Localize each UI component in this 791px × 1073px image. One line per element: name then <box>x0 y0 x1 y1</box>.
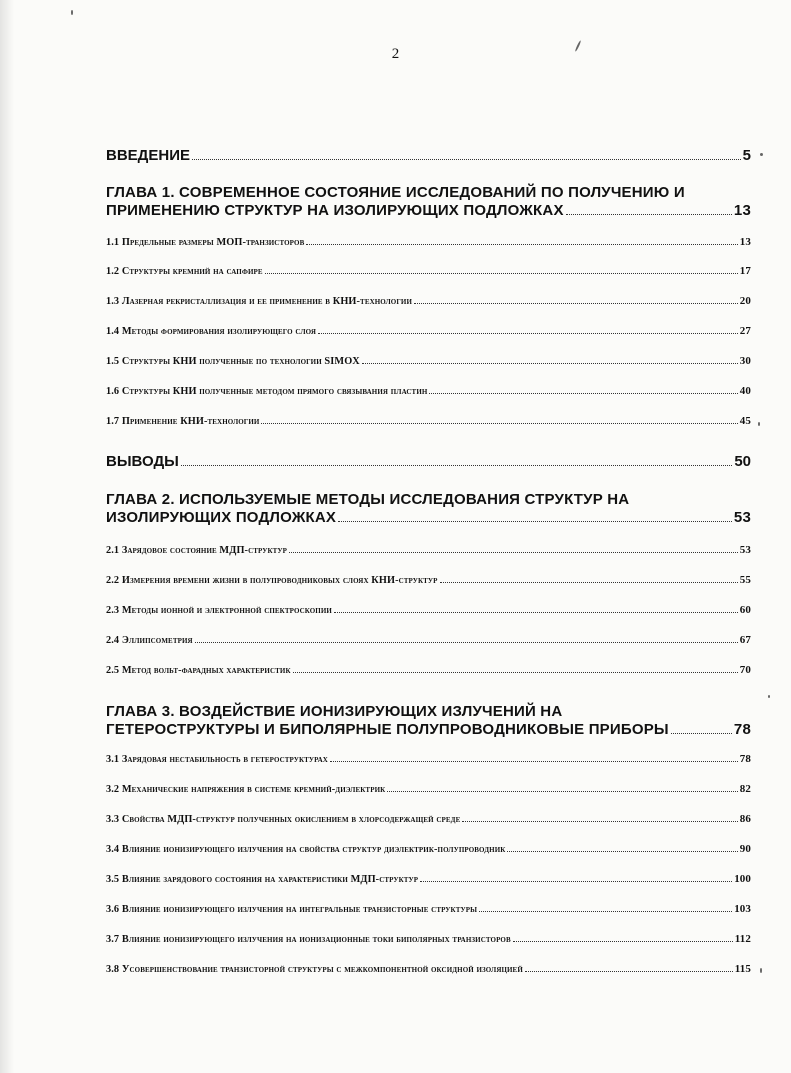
toc-entry-page: 5 <box>742 147 751 164</box>
dot-leader <box>181 456 732 466</box>
section-page: 70 <box>739 664 751 676</box>
dot-leader <box>261 417 737 424</box>
section-title: 1.7 Применение КНИ-технологии <box>106 416 260 427</box>
chapter-title-line1: ГЛАВА 3. ВОЗДЕЙСТВИЕ ИОНИЗИРУЮЩИХ ИЗЛУЧЕНИЙ НА <box>106 703 563 720</box>
section-page: 100 <box>734 873 751 885</box>
chapter-title-line1: ГЛАВА 1. СОВРЕМЕННОЕ СОСТОЯНИЕ ИССЛЕДОВАНИЙ ПО ПОЛУЧЕНИЮ И <box>106 184 685 201</box>
section-title: 2.4 Эллипсометрия <box>106 635 193 646</box>
section-title: 2.2 Измерения времени жизни в полупроводниковых слоях КНИ-структур <box>106 575 438 586</box>
scan-speck <box>758 422 760 426</box>
section-page: 53 <box>739 544 751 556</box>
section-title: 2.1 Зарядовое состояние МДП-структур <box>106 545 287 556</box>
section-page: 13 <box>739 236 751 248</box>
dot-leader <box>429 387 737 394</box>
section-page: 67 <box>739 634 751 646</box>
toc-section-3-2[interactable] <box>106 784 751 795</box>
dot-leader <box>306 238 737 245</box>
dot-leader <box>525 965 733 972</box>
section-title: 1.1 Предельные размеры МОП-транзисторов <box>106 237 305 248</box>
section-title: 3.5 Влияние зарядового состояния на характеристики МДП-структур <box>106 874 419 885</box>
section-page: 82 <box>739 783 751 795</box>
scan-speck <box>768 695 770 698</box>
dot-leader <box>318 327 738 334</box>
toc-section-2-5[interactable] <box>106 665 751 676</box>
section-title: 3.7 Влияние ионизирующего излучения на ионизационные токи биполярных транзисторов <box>106 934 511 945</box>
scan-speck <box>71 10 73 15</box>
dot-leader <box>334 606 738 613</box>
section-title: 1.2 Структуры кремний на сапфире <box>106 266 263 277</box>
toc-section-1-3[interactable] <box>106 296 751 307</box>
toc-section-3-5[interactable] <box>106 874 751 885</box>
toc-section-3-3[interactable] <box>106 814 751 825</box>
dot-leader <box>362 357 738 364</box>
toc-section-3-6[interactable] <box>106 904 751 915</box>
toc-section-1-4[interactable] <box>106 326 751 337</box>
dot-leader <box>289 546 738 553</box>
section-page: 20 <box>739 295 751 307</box>
dot-leader <box>192 150 741 160</box>
toc-section-3-1[interactable] <box>106 754 751 765</box>
chapter-page: 13 <box>733 202 751 219</box>
toc-section-2-2[interactable] <box>106 575 751 586</box>
toc-entry-title: ВЫВОДЫ <box>106 453 179 470</box>
section-page: 78 <box>739 753 751 765</box>
section-title: 1.3 Лазерная рекристаллизация и ее применение в КНИ-технологии <box>106 296 412 307</box>
section-title: 3.3 Свойства МДП-структур полученных окислением в хлорсодержащей среде <box>106 814 461 825</box>
chapter-page: 53 <box>733 509 751 526</box>
toc-section-1-2[interactable] <box>106 266 751 277</box>
dot-leader <box>330 755 738 762</box>
toc-entry-intro[interactable] <box>106 148 751 163</box>
section-title: 3.8 Усовершенствование транзисторной структуры с межкомпонентной оксидной изоляцией <box>106 964 523 975</box>
toc-chapter-2[interactable] <box>106 492 751 525</box>
toc-entry-title: ВВЕДЕНИЕ <box>106 147 190 164</box>
section-page: 86 <box>739 813 751 825</box>
section-page: 30 <box>739 355 751 367</box>
section-page: 115 <box>734 963 751 975</box>
scan-left-edge-shadow <box>0 0 14 1073</box>
section-page: 27 <box>739 325 751 337</box>
dot-leader <box>293 666 738 673</box>
dot-leader <box>420 875 732 882</box>
toc-chapter-1[interactable] <box>106 185 751 218</box>
section-title: 1.4 Методы формирования изолирующего слоя <box>106 326 317 337</box>
dot-leader <box>387 785 738 792</box>
section-title: 1.5 Структуры КНИ полученные по технологии SIMOX <box>106 356 360 367</box>
dot-leader <box>195 636 738 643</box>
chapter-title-line2: ИЗОЛИРУЮЩИХ ПОДЛОЖКАХ <box>106 509 337 526</box>
dot-leader <box>507 845 737 852</box>
toc-section-3-8[interactable] <box>106 964 751 975</box>
section-page: 112 <box>734 933 751 945</box>
dot-leader <box>414 297 738 304</box>
scan-speck <box>760 968 762 973</box>
chapter-title-line2: ПРИМЕНЕНИЮ СТРУКТУР НА ИЗОЛИРУЮЩИХ ПОДЛОЖКАХ <box>106 202 564 219</box>
toc-section-3-7[interactable] <box>106 934 751 945</box>
page-number: 2 <box>391 46 400 62</box>
toc-section-1-5[interactable] <box>106 356 751 367</box>
dot-leader <box>479 905 732 912</box>
section-title: 3.6 Влияние ионизирующего излучения на интегральные транзисторные структуры <box>106 904 478 915</box>
section-page: 40 <box>739 385 751 397</box>
section-title: 3.1 Зарядовая нестабильность в гетероструктурах <box>106 754 328 765</box>
dot-leader <box>566 205 732 215</box>
toc-section-2-1[interactable] <box>106 545 751 556</box>
section-page: 60 <box>739 604 751 616</box>
toc-entry-page: 50 <box>734 453 751 470</box>
dot-leader <box>338 512 732 522</box>
dot-leader <box>462 815 737 822</box>
scan-speck <box>760 153 763 156</box>
section-page: 17 <box>739 265 751 277</box>
toc-section-3-4[interactable] <box>106 844 751 855</box>
toc-section-2-4[interactable] <box>106 635 751 646</box>
toc-entry-conclusions[interactable] <box>106 454 751 469</box>
section-title: 2.3 Методы ионной и электронной спектроскопии <box>106 605 332 616</box>
dot-leader <box>265 267 738 274</box>
dot-leader <box>513 935 733 942</box>
dot-leader <box>671 724 732 734</box>
section-page: 90 <box>739 843 751 855</box>
toc-chapter-3[interactable] <box>106 704 751 737</box>
section-page: 103 <box>734 903 751 915</box>
section-title: 1.6 Структуры КНИ полученные методом прямого связывания пластин <box>106 386 428 397</box>
toc-section-1-1[interactable] <box>106 237 751 248</box>
chapter-page: 78 <box>733 721 751 738</box>
chapter-title-line2: ГЕТЕРОСТРУКТУРЫ И БИПОЛЯРНЫЕ ПОЛУПРОВОДНИКОВЫЕ ПРИБОРЫ <box>106 721 669 738</box>
section-page: 55 <box>739 574 751 586</box>
dot-leader <box>440 576 738 583</box>
section-title: 3.4 Влияние ионизирующего излучения на свойства структур диэлектрик-полупроводник <box>106 844 506 855</box>
chapter-title-line1: ГЛАВА 2. ИСПОЛЬЗУЕМЫЕ МЕТОДЫ ИССЛЕДОВАНИЯ СТРУКТУР НА <box>106 491 630 508</box>
toc-section-1-7[interactable] <box>106 416 751 427</box>
section-title: 2.5 Метод вольт-фарадных характеристик <box>106 665 291 676</box>
section-page: 45 <box>739 415 751 427</box>
section-title: 3.2 Механические напряжения в системе кремний-диэлектрик <box>106 784 386 795</box>
toc-section-2-3[interactable] <box>106 605 751 616</box>
toc-section-1-6[interactable] <box>106 386 751 397</box>
